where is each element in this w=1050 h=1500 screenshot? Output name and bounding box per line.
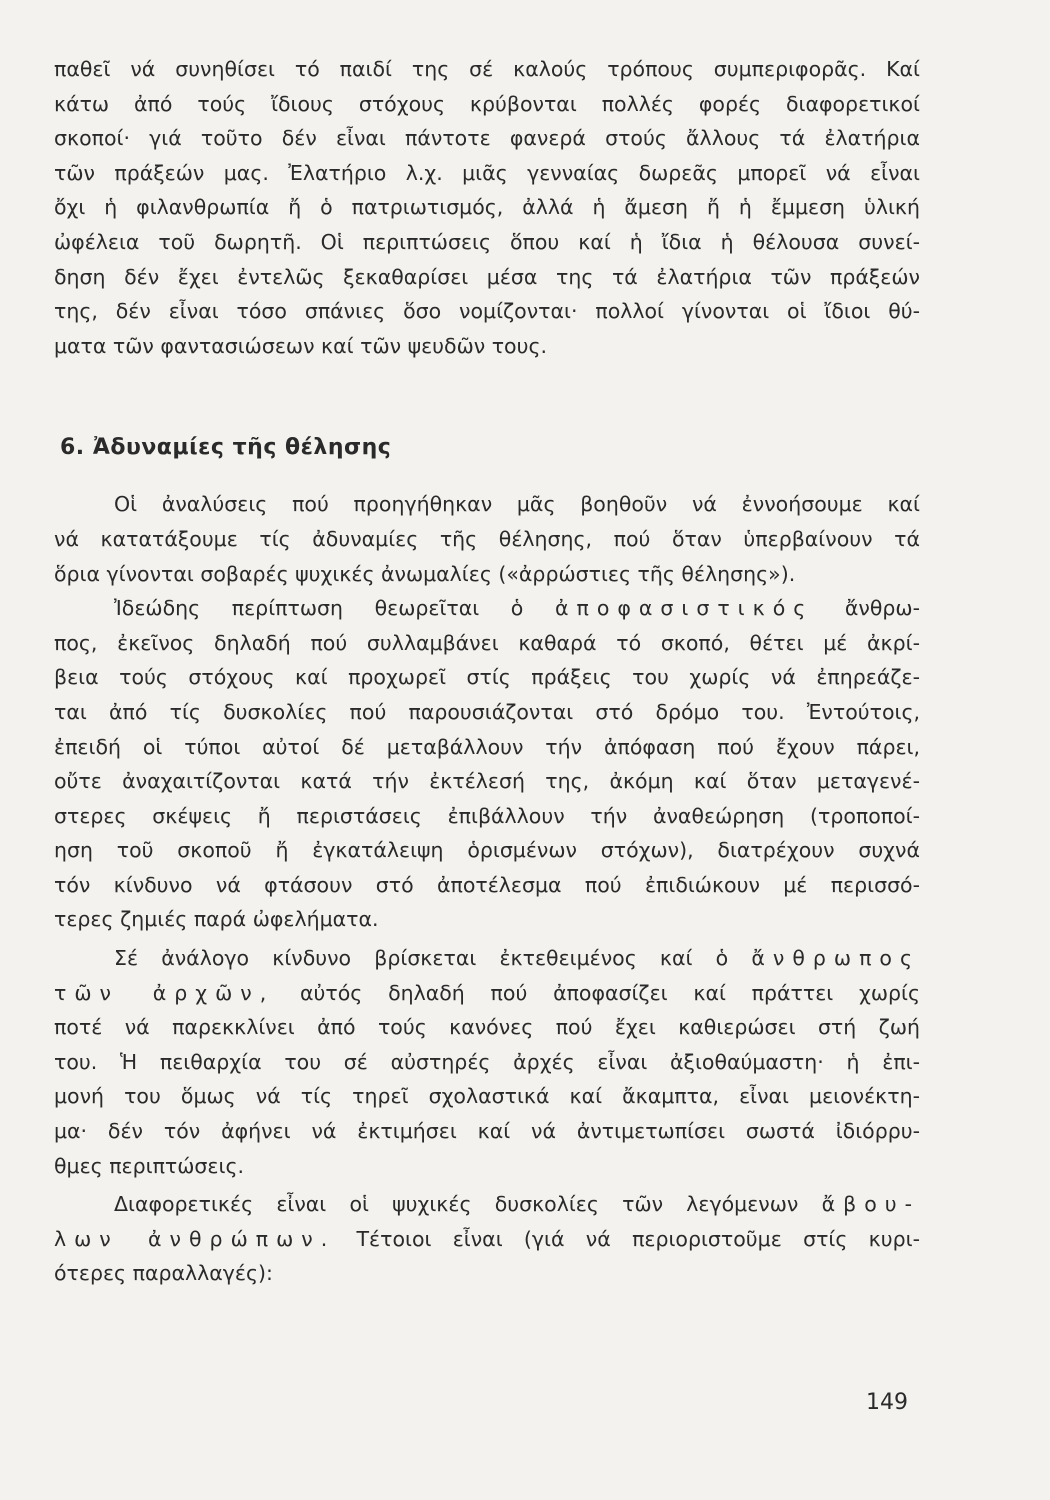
text-line: τερες ζημιές παρά ὠφελήματα. [54, 907, 379, 932]
text-line: ματα τῶν φαντασιώσεων καί τῶν ψευδῶν τους. [54, 333, 548, 358]
text-line: ποτέ νά παρεκκλίνει ἀπό τούς κανόνες πού ἔχει καθιερώσει στή ζωή [54, 1015, 920, 1040]
text-line: ηση τοῦ σκοποῦ ἤ ἐγκατάλειψη ὁρισμένων στόχων), διατρέχουν συχνά [54, 838, 920, 863]
page-text [54, 52, 920, 1291]
text-segment: αὐτός δηλαδή πού ἀποφασίζει καί πράττει χωρίς [300, 980, 920, 1005]
text-line: βεια τούς στόχους καί προχωρεῖ στίς πράξεις του χωρίς νά ἐπηρεάζε- [54, 665, 920, 690]
text-line: ὠφέλεια τοῦ δωρητῆ. Οἱ περιπτώσεις ὅπου καί ἡ ἴδια ἡ θέλουσα συνεί- [54, 229, 920, 254]
text-line: της, δέν εἶναι τόσο σπάνιες ὅσο νομίζονται· πολλοί γίνονται οἱ ἴδιοι θύ- [54, 299, 920, 324]
text-line [54, 1222, 920, 1257]
text-line: μονή του ὅμως νά τίς τηρεῖ σχολαστικά καί ἄκαμπτα, εἶναι μειονέκτη- [54, 1084, 920, 1109]
text-line: παθεῖ νά συνηθίσει τό παιδί της σέ καλούς τρόπους συμπεριφορᾶς. Καί [54, 57, 920, 81]
text-line: ται ἀπό τίς δυσκολίες πού παρουσιάζονται στό δρόμο του. Ἐντούτοις, [54, 699, 920, 724]
paragraph-2 [54, 591, 920, 937]
emphasized-term: ἀποφασιστικός [554, 596, 814, 621]
text-segment: ἄνθρω- [844, 596, 920, 621]
text-line: τόν κίνδυνο νά φτάσουν στό ἀποτέλεσμα πού ἐπιδιώκουν μέ περισσό- [54, 872, 920, 897]
text-line: πος, ἐκεῖνος δηλαδή πού συλλαμβάνει καθαρά τό σκοπό, θέτει μέ ἀκρί- [54, 630, 920, 655]
text-segment: Διαφορετικές εἶναι οἱ ψυχικές δυσκολίες τῶν λεγόμενων [114, 1192, 799, 1217]
text-line [54, 976, 920, 1011]
text-line: νά κατατάξουμε τίς ἀδυναμίες τῆς θέλησης, πού ὅταν ὑπερβαίνουν τά [54, 526, 920, 551]
text-segment: Σέ ἀνάλογο κίνδυνο βρίσκεται ἐκτεθειμένος καί ὁ [114, 946, 729, 971]
text-line: στερες σκέψεις ἤ περιστάσεις ἐπιβάλλουν τήν ἀναθεώρηση (τροποποί- [54, 803, 920, 828]
text-line: δηση δέν ἔχει ἐντελῶς ξεκαθαρίσει μέσα της τά ἐλατήρια τῶν πράξεών [54, 264, 920, 289]
text-line: ἐπειδή οἱ τύποι αὐτοί δέ μεταβάλλουν τήν ἀπόφαση πού ἔχουν πάρει, [54, 734, 920, 759]
emphasized-term: λων ἀνθρώπων. [54, 1226, 336, 1251]
text-line: ὄχι ἡ φιλανθρωπία ἤ ὁ πατριωτισμός, ἀλλά ἡ ἄμεση ἤ ἡ ἔμμεση ὑλική [54, 195, 920, 220]
text-segment: Τέτοιοι εἶναι (γιά νά περιοριστοῦμε στίς κυρι- [356, 1226, 920, 1251]
paragraph-1 [54, 487, 920, 591]
paragraph-4 [54, 1187, 920, 1291]
emphasized-term: ἄβου- [821, 1192, 920, 1217]
text-line: θμες περιπτώσεις. [54, 1153, 244, 1178]
text-line: σκοποί· γιά τοῦτο δέν εἶναι πάντοτε φανερά στούς ἄλλους τά ἐλατήρια [54, 126, 920, 151]
emphasized-term: ἄνθρωπος [751, 946, 920, 971]
text-line [54, 1187, 920, 1222]
text-line: μα· δέν τόν ἀφήνει νά ἐκτιμήσει καί νά ἀντιμετωπίσει σωστά ἰδιόρρυ- [54, 1119, 920, 1144]
text-line: ὅρια γίνονται σοβαρές ψυχικές ἀνωμαλίες («ἀρρώστιες τῆς θέλησης»). [54, 561, 796, 586]
text-line [54, 591, 920, 626]
text-line [54, 941, 920, 976]
paragraph-3 [54, 941, 920, 1183]
text-line: κάτω ἀπό τούς ἴδιους στόχους κρύβονται πολλές φορές διαφορετικοί [54, 91, 920, 116]
text-line: τῶν πράξεών μας. Ἐλατήριο λ.χ. μιᾶς γενναίας δωρεᾶς μπορεῖ νά εἶναι [54, 160, 920, 185]
emphasized-term: τῶν ἀρχῶν, [54, 980, 275, 1005]
text-segment: Ἰδεώδης περίπτωση θεωρεῖται ὁ [114, 596, 524, 621]
top-paragraph [54, 52, 920, 363]
text-line: ότερες παραλλαγές): [54, 1261, 273, 1286]
page-number: 149 [866, 1390, 908, 1415]
text-line: οὔτε ἀναχαιτίζονται κατά τήν ἐκτέλεσή της, ἀκόμη καί ὅταν μεταγενέ- [54, 769, 920, 794]
section-heading: 6. Ἀδυναμίες τῆς θέλησης [60, 435, 392, 461]
text-line: του. Ἡ πειθαρχία του σέ αὐστηρές ἀρχές εἶναι ἀξιοθαύμαστη· ἡ ἐπι- [54, 1049, 920, 1074]
text-line: Οἱ ἀναλύσεις πού προηγήθηκαν μᾶς βοηθοῦν νά ἐννοήσουμε καί [114, 492, 920, 517]
